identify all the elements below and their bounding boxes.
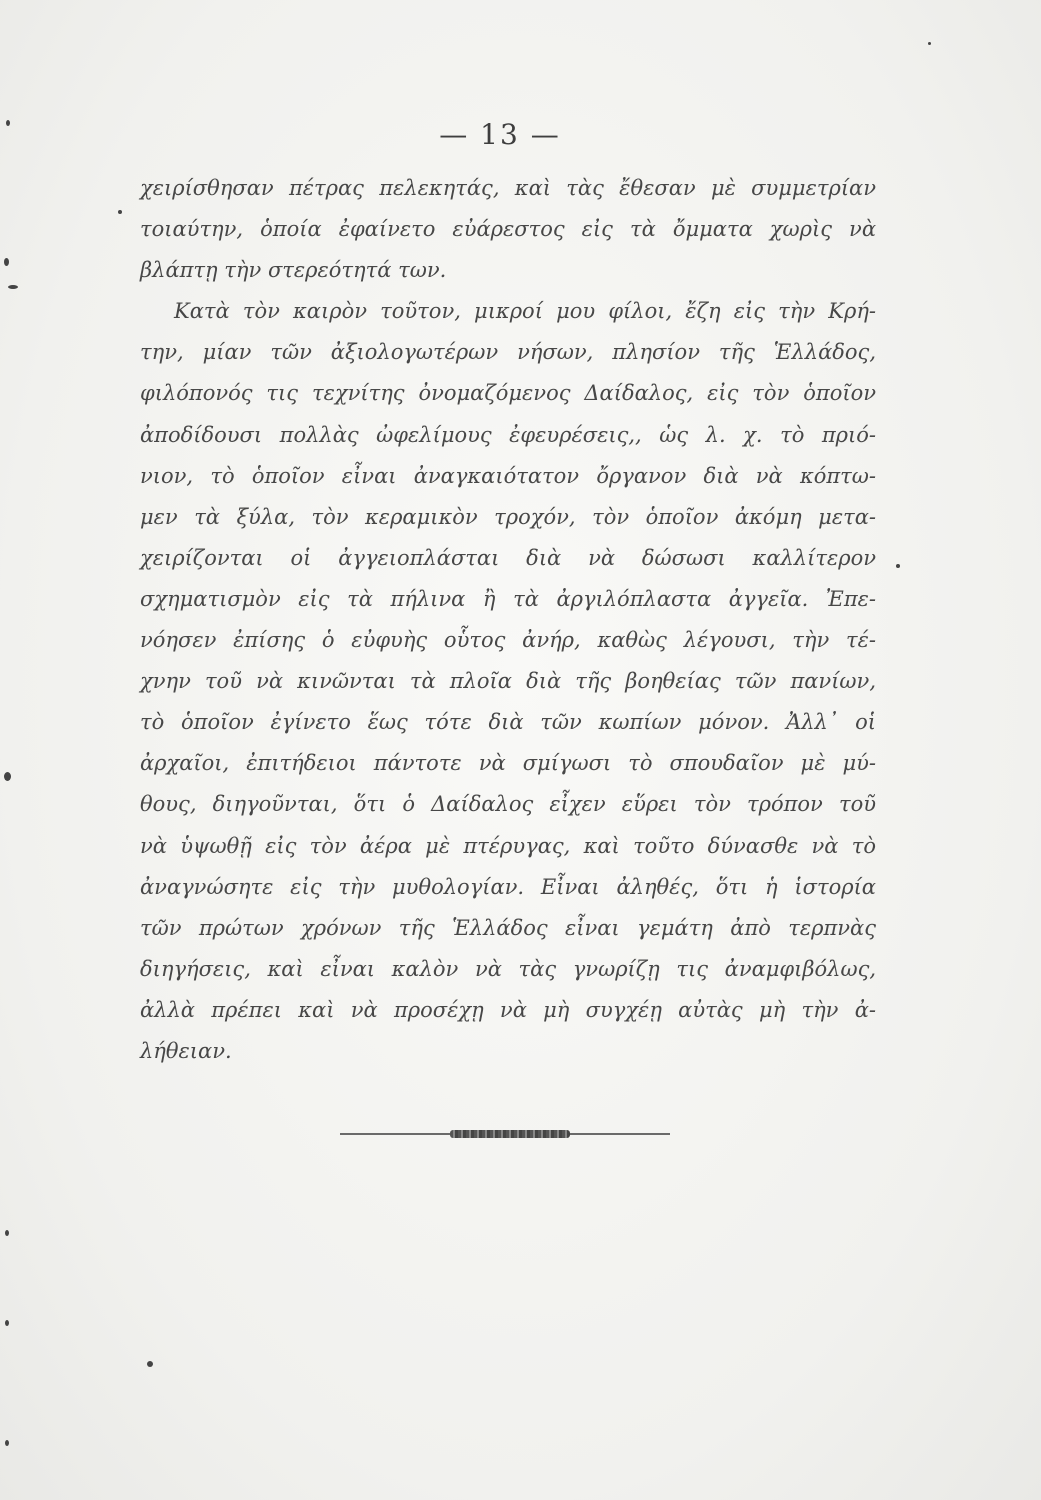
- text-line: ἀρχαῖοι, ἐπιτήδειοι πάντοτε νὰ σμίγωσι τὸ σπουδαῖον μὲ μύ-: [140, 751, 876, 776]
- text-line: χειρίσθησαν πέτρας πελεκητάς, καὶ τὰς ἔθεσαν μὲ συμμετρίαν: [140, 176, 876, 200]
- text-line: νιον, τὸ ὁποῖον εἶναι ἀναγκαιότατον ὄργανον διὰ νὰ κόπτω-: [140, 463, 876, 488]
- page-number: — 13 —: [439, 118, 561, 151]
- text-line: σχηματισμὸν εἰς τὰ πήλινα ἢ τὰ ἀργιλόπλαστα ἀγγεῖα. Ἐπε-: [140, 586, 876, 611]
- text-line: τὸ ὁποῖον ἐγίνετο ἕως τότε διὰ τῶν κωπίων μόνον. Ἀλλ᾽ οἱ: [140, 710, 876, 735]
- margin-speck: [147, 1361, 153, 1367]
- text-line: φιλόπονός τις τεχνίτης ὀνομαζόμενος Δαίδαλος, εἰς τὸν ὁποῖον: [140, 381, 876, 406]
- margin-speck: [896, 564, 900, 568]
- text-line: την, μίαν τῶν ἀξιολογωτέρων νήσων, πλησίον τῆς Ἑλλάδος,: [140, 340, 876, 365]
- margin-speck: [118, 210, 122, 214]
- text-line: χειρίζονται οἱ ἀγγειοπλάσται διὰ νὰ δώσωσι καλλίτερον: [140, 545, 876, 570]
- text-line: ἀλλὰ πρέπει καὶ νὰ προσέχῃ νὰ μὴ συγχέῃ αὐτὰς μὴ τὴν ἀ-: [140, 997, 876, 1022]
- ornamental-divider: [340, 1130, 670, 1138]
- margin-speck: [4, 772, 11, 781]
- text-line: διηγήσεις, καὶ εἶναι καλὸν νὰ τὰς γνωρίζῃ τις ἀναμφιβόλως,: [140, 956, 876, 981]
- text-line: μεν τὰ ξύλα, τὸν κεραμικὸν τροχόν, τὸν ὁποῖον ἀκόμη μετα-: [140, 504, 876, 529]
- text-line: τῶν πρώτων χρόνων τῆς Ἑλλάδος εἶναι γεμάτη ἀπὸ τερπνὰς: [140, 915, 876, 940]
- text-line: τοιαύτην, ὁποία ἐφαίνετο εὐάρεστος εἰς τὰ ὄμματα χωρὶς νὰ: [140, 217, 876, 242]
- body-text: [140, 168, 876, 1072]
- text-line: χνην τοῦ νὰ κινῶνται τὰ πλοῖα διὰ τῆς βοηθείας τῶν πανίων,: [140, 669, 876, 694]
- margin-speck: [5, 1320, 9, 1326]
- text-line: θους, διηγοῦνται, ὅτι ὁ Δαίδαλος εἶχεν εὕρει τὸν τρόπον τοῦ: [140, 792, 876, 817]
- text-line: νὰ ὑψωθῇ εἰς τὸν ἀέρα μὲ πτέρυγας, καὶ τοῦτο δύνασθε νὰ τὸ: [140, 833, 876, 858]
- margin-speck: [928, 42, 931, 45]
- divider-ornament: [450, 1130, 570, 1138]
- text-line: λήθειαν.: [140, 1038, 232, 1063]
- margin-speck: [5, 1440, 9, 1446]
- margin-speck: [5, 1230, 9, 1236]
- margin-speck: [6, 120, 10, 126]
- text-line: ἀποδίδουσι πολλὰς ὠφελίμους ἐφευρέσεις,, ὡς λ. χ. τὸ πριό-: [140, 422, 876, 447]
- text-line: Κατὰ τὸν καιρὸν τοῦτον, μικροί μου φίλοι, ἔζη εἰς τὴν Κρή-: [174, 299, 876, 324]
- text-line: ἀναγνώσητε εἰς τὴν μυθολογίαν. Εἶναι ἀληθές, ὅτι ἡ ἱστορία: [140, 874, 876, 899]
- margin-speck: [4, 258, 9, 266]
- text-line: βλάπτῃ τὴν στερεότητά των.: [140, 258, 447, 283]
- text-line: νόησεν ἐπίσης ὁ εὐφυὴς οὗτος ἀνήρ, καθὼς λέγουσι, τὴν τέ-: [140, 628, 876, 653]
- margin-speck: [8, 285, 18, 289]
